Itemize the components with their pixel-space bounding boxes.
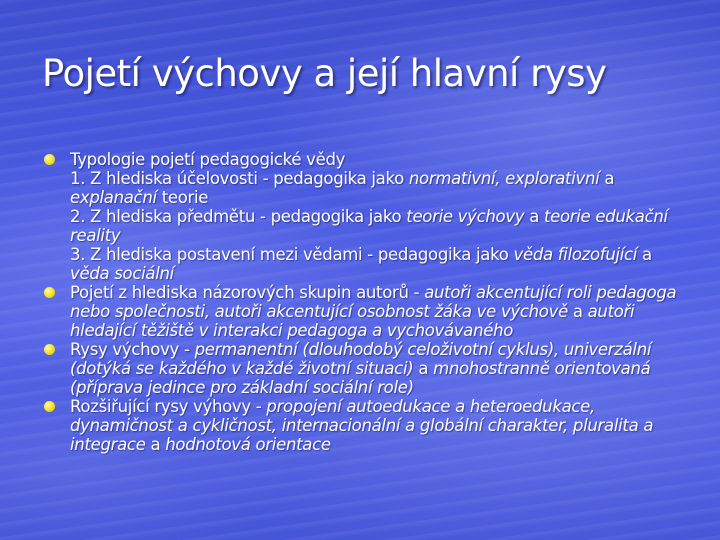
sub-item-emphasis: , xyxy=(495,169,506,188)
sub-item-emphasis: teorie výchovy xyxy=(406,207,525,226)
bullet-item xyxy=(44,283,684,340)
sub-item-text: a xyxy=(637,245,652,264)
bullet-icon xyxy=(44,287,55,298)
bullet-text: Typologie pojetí pedagogické vědy xyxy=(70,150,346,169)
bullet-icon xyxy=(44,401,55,412)
bullet-text: a xyxy=(413,359,434,378)
bullet-item xyxy=(44,150,684,283)
bullet-emphasis: mnohostranně orientovaná (příprava jedince pro základní sociální role) xyxy=(70,359,651,397)
bullet-emphasis: permanentní (dlouhodobý celoživotní cyklus), univerzální (dotýká se každého v každé životní situaci) xyxy=(70,340,652,378)
sub-item-emphasis: věda sociální xyxy=(70,264,174,283)
bullet-emphasis: hodnotová orientace xyxy=(165,435,331,454)
bullet-emphasis: propojení autoedukace a heteroedukace, dynamičnost a cykličnost, internacionální a globální charakter, pluralita a integrace xyxy=(70,397,654,454)
sub-item-text: 3. Z hlediska postavení mezi vědami - pedagogika jako xyxy=(70,245,514,264)
sub-item-emphasis: explanační xyxy=(70,188,157,207)
bullet-emphasis: autoři hledající těžiště v interakci pedagoga a vychovávaného xyxy=(70,302,635,340)
bullet-text: Rozšiřující rysy výhovy - xyxy=(70,397,267,416)
bullet-item xyxy=(44,397,684,454)
bullet-text: Pojetí z hlediska názorových skupin autorů - xyxy=(70,283,425,302)
sub-item xyxy=(70,207,684,245)
bullet-list xyxy=(44,150,684,454)
sub-item-emphasis: explorativní xyxy=(505,169,600,188)
sub-item-emphasis: teorie edukační reality xyxy=(70,207,668,245)
bullet-text: a xyxy=(567,302,588,321)
sub-item xyxy=(70,169,684,207)
sub-item-text: 1. Z hlediska účelovosti - pedagogika jako xyxy=(70,169,409,188)
sub-item-text: teorie xyxy=(156,188,209,207)
bullet-icon xyxy=(44,154,55,165)
bullet-text: a xyxy=(145,435,166,454)
bullet-text: Rysy výchovy - xyxy=(70,340,195,359)
sub-item-emphasis: věda filozofující xyxy=(513,245,638,264)
sub-item-text: a xyxy=(524,207,544,226)
bullet-item xyxy=(44,340,684,397)
sub-item-emphasis: normativní xyxy=(408,169,496,188)
sub-item xyxy=(70,245,684,283)
sub-item-text: a xyxy=(599,169,615,188)
slide-title: Pojetí výchovy a její hlavní rysy xyxy=(42,52,607,95)
bullet-emphasis: autoři akcentující roli pedagoga nebo společnosti, autoři akcentující osobnost žáka ve výchově xyxy=(70,283,677,321)
sub-item-text: 2. Z hlediska předmětu - pedagogika jako xyxy=(70,207,407,226)
bullet-icon xyxy=(44,344,55,355)
